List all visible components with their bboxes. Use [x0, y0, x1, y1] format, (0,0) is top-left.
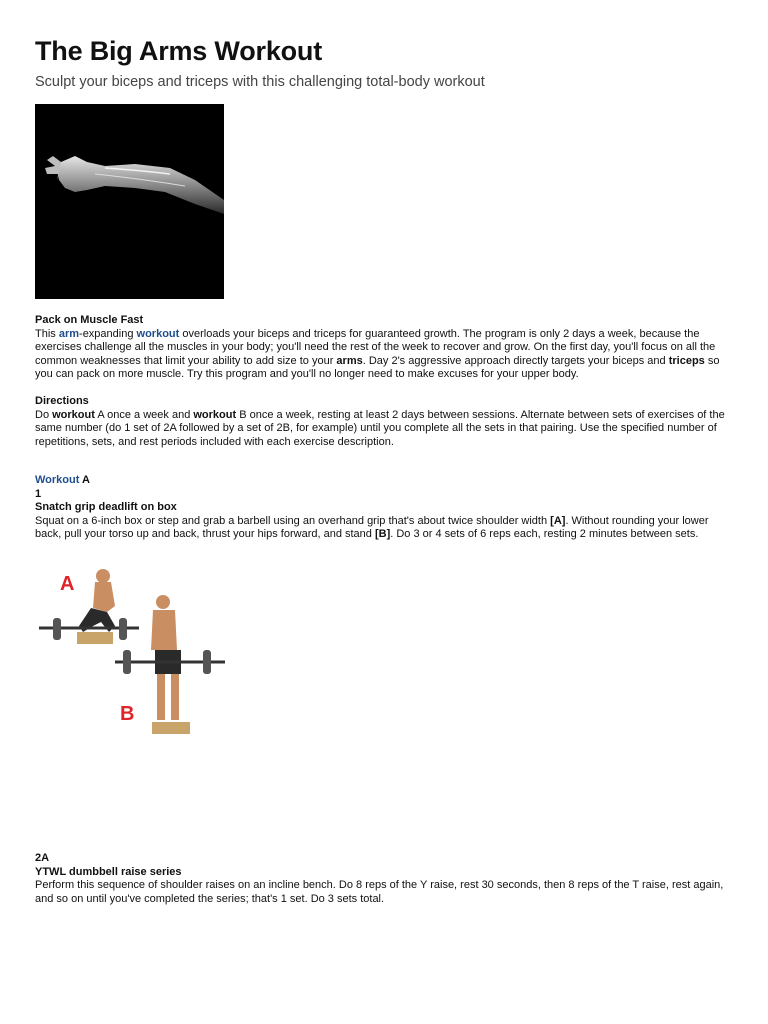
exercise-number: 1 [35, 487, 42, 500]
workout-link[interactable]: workout [136, 327, 180, 340]
workout-bold: workout [193, 408, 237, 421]
label-a: A [60, 573, 75, 595]
text-span: This [35, 327, 59, 340]
arms-bold: arms [336, 354, 363, 367]
text-span: overloads your biceps and triceps for guaranteed growth. The program is only 2 days a week, because the exercises challenge all the muscles in your body; you'll need the rest of the week to recover and grow. On the first day, you'll focus on all the common weaknesses that limit your ability to add size to your [35, 327, 716, 367]
exercise-number: 2A [35, 852, 50, 864]
text-span: Do [35, 408, 53, 421]
text-span: . Without rounding your lower back, pull your torso up and back, thrust your hips forward, and stand [35, 514, 709, 541]
directions-paragraph [35, 409, 735, 450]
intro-heading: Pack on Muscle Fast [35, 314, 144, 326]
text-span: A once a week and [94, 408, 194, 421]
text-span: B once a week, resting at least 2 days between sessions. Alternate between sets of exercises of the same number (do 1 set of 2A followed by a set of 2B, for example) until you complete all the sets in that pairing. Use the specified number of repetitions, sets, and rest periods included with each exercise description. [35, 408, 725, 448]
exercise-2a-section [35, 852, 735, 906]
text-span: -expanding [79, 327, 137, 340]
ref-b: [B] [374, 528, 391, 541]
text-span: . Day 2's aggressive approach directly targets your biceps and [362, 354, 669, 367]
workout-a-link[interactable]: Workout [35, 474, 80, 486]
hero-arm-image [35, 104, 224, 299]
directions-heading: Directions [35, 395, 89, 407]
ref-a: [A] [550, 514, 566, 527]
workout-a-heading [35, 474, 735, 488]
workout-bold: workout [52, 408, 95, 421]
exercise-name: YTWL dumbbell raise series [35, 865, 182, 878]
page-title: The Big Arms Workout [35, 36, 323, 66]
intro-section [35, 314, 735, 382]
text-span: A [79, 474, 90, 486]
page-subtitle: Sculpt your biceps and triceps with this challenging total-body workout [35, 74, 485, 90]
label-b: B [120, 703, 135, 725]
exercise-description [35, 515, 735, 542]
directions-section [35, 395, 735, 449]
text-span: Squat on a 6-inch box or step and grab a barbell using an overhand grip that's about twice shoulder width [35, 514, 551, 527]
triceps-bold: triceps [668, 354, 705, 367]
exercise-description: Perform this sequence of shoulder raises on an incline bench. Do 8 reps of the Y raise, rest 30 seconds, then 8 reps of the T raise, rest again, and so on until you've completed the series; that's 1 set. Do 3 sets total. [35, 879, 724, 905]
workout-a-section [35, 474, 735, 542]
text-span: . Do 3 or 4 sets of 6 reps each, resting 2 minutes between sets. [390, 528, 699, 541]
deadlift-illustration [35, 560, 235, 745]
intro-paragraph [35, 328, 735, 382]
text-span: so you can pack on more muscle. Try this program and you'll no longer need to make excuses for your upper body. [35, 354, 720, 381]
arm-link[interactable]: arm [58, 327, 80, 340]
exercise-name: Snatch grip deadlift on box [35, 501, 177, 514]
